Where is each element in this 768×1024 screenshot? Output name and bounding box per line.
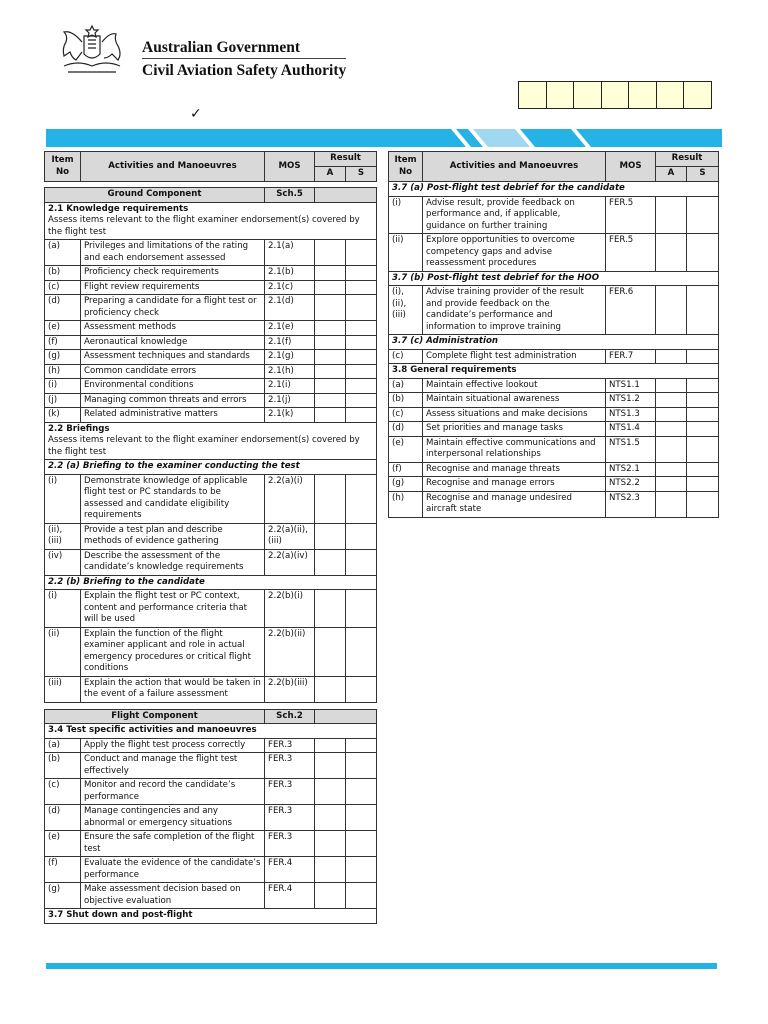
org-line-1: Australian Government bbox=[142, 39, 301, 56]
result-s-cell[interactable] bbox=[346, 350, 377, 365]
result-a-cell[interactable] bbox=[315, 379, 346, 394]
section-heading bbox=[389, 182, 719, 197]
result-s-cell[interactable] bbox=[346, 408, 377, 423]
result-a-cell[interactable] bbox=[315, 335, 346, 350]
table-row bbox=[389, 477, 719, 492]
result-s-cell[interactable] bbox=[687, 349, 719, 364]
result-s-cell[interactable] bbox=[346, 627, 377, 676]
result-a-cell[interactable] bbox=[315, 738, 346, 753]
section-heading bbox=[389, 364, 719, 379]
section-title: 2.1 Knowledge requirements bbox=[48, 203, 189, 214]
item-no-cell: (d) bbox=[45, 295, 81, 321]
code-box[interactable] bbox=[574, 82, 602, 108]
activity-cell: Aeronautical knowledge bbox=[81, 335, 265, 350]
code-box[interactable] bbox=[684, 82, 711, 108]
result-a-cell[interactable] bbox=[656, 462, 687, 477]
result-s-cell[interactable] bbox=[346, 523, 377, 549]
result-s-cell[interactable] bbox=[687, 436, 719, 462]
section-title: 3.8 General requirements bbox=[392, 365, 517, 375]
result-a-cell[interactable] bbox=[656, 378, 687, 393]
mos-cell: 2.1(i) bbox=[265, 379, 315, 394]
result-a-cell[interactable] bbox=[656, 349, 687, 364]
activity-cell: Assessment techniques and standards bbox=[81, 350, 265, 365]
activity-cell: Flight review requirements bbox=[81, 280, 265, 295]
result-a-cell[interactable] bbox=[315, 408, 346, 423]
result-s-cell[interactable] bbox=[346, 280, 377, 295]
mos-cell: FER.4 bbox=[265, 883, 315, 909]
result-a-cell[interactable] bbox=[315, 779, 346, 805]
result-a-cell[interactable] bbox=[315, 280, 346, 295]
item-no-cell: (a) bbox=[389, 378, 423, 393]
table-row bbox=[389, 436, 719, 462]
result-s-cell[interactable] bbox=[346, 883, 377, 909]
result-a-cell[interactable] bbox=[315, 627, 346, 676]
activity-cell: Assessment methods bbox=[81, 321, 265, 336]
left-column bbox=[44, 151, 376, 924]
section-title: 3.7 (c) Administration bbox=[392, 336, 498, 346]
item-no-cell: (h) bbox=[389, 491, 423, 517]
section-heading bbox=[45, 724, 377, 739]
activity-cell: Manage contingencies and any abnormal or emergency situations bbox=[81, 805, 265, 831]
activity-cell: Describe the assessment of the candidate’s knowledge requirements bbox=[81, 549, 265, 575]
mos-cell: 2.2(b)(i) bbox=[265, 590, 315, 628]
result-s-cell[interactable] bbox=[346, 335, 377, 350]
activity-cell: Maintain effective communications and interpersonal relationships bbox=[423, 436, 606, 462]
result-a-header: A bbox=[656, 167, 687, 182]
item-no-cell: (e) bbox=[45, 831, 81, 857]
mos-cell: 2.1(c) bbox=[265, 280, 315, 295]
result-a-cell[interactable] bbox=[315, 831, 346, 857]
reference-code-boxes[interactable] bbox=[518, 81, 712, 109]
mos-cell: 2.1(k) bbox=[265, 408, 315, 423]
mos-cell: FER.3 bbox=[265, 779, 315, 805]
item-no-cell: (iii) bbox=[45, 676, 81, 702]
result-s-cell[interactable] bbox=[346, 676, 377, 702]
result-a-cell[interactable] bbox=[315, 883, 346, 909]
section-heading-row bbox=[45, 909, 377, 924]
item-no-cell: (ii) bbox=[389, 234, 423, 272]
result-s-cell[interactable] bbox=[346, 590, 377, 628]
table-row bbox=[45, 779, 377, 805]
section-title: 2.2 Briefings bbox=[48, 423, 110, 434]
item-no-cell: (c) bbox=[45, 280, 81, 295]
mos-cell: 2.1(e) bbox=[265, 321, 315, 336]
mos-cell: FER.5 bbox=[606, 234, 656, 272]
section-heading-row bbox=[45, 575, 377, 590]
mos-cell: 2.1(b) bbox=[265, 266, 315, 281]
ground-component-table bbox=[44, 187, 377, 703]
mos-cell: 2.2(a)(iv) bbox=[265, 549, 315, 575]
flight-component-mos: Sch.2 bbox=[265, 709, 315, 724]
mos-cell: NTS2.3 bbox=[606, 491, 656, 517]
flight-component-title: Flight Component bbox=[45, 709, 265, 724]
activity-cell: Environmental conditions bbox=[81, 379, 265, 394]
item-no-cell: (b) bbox=[45, 266, 81, 281]
mos-cell: NTS2.1 bbox=[606, 462, 656, 477]
activity-cell: Set priorities and manage tasks bbox=[423, 422, 606, 437]
mos-cell: FER.3 bbox=[265, 805, 315, 831]
section-heading-row bbox=[45, 422, 377, 460]
mos-cell: 2.2(b)(ii) bbox=[265, 627, 315, 676]
table-row bbox=[45, 295, 377, 321]
table-row bbox=[389, 286, 719, 335]
mos-cell: 2.1(j) bbox=[265, 393, 315, 408]
item-no-cell: (c) bbox=[389, 407, 423, 422]
activity-cell: Recognise and manage threats bbox=[423, 462, 606, 477]
activity-cell: Explore opportunities to overcome competency gaps and advise reassessment procedures bbox=[423, 234, 606, 272]
section-heading bbox=[45, 422, 377, 460]
section-heading-row bbox=[45, 460, 377, 475]
mos-cell: 2.1(g) bbox=[265, 350, 315, 365]
result-s-cell[interactable] bbox=[346, 474, 377, 523]
mos-cell: NTS1.3 bbox=[606, 407, 656, 422]
org-line-2: Civil Aviation Safety Authority bbox=[142, 58, 346, 81]
item-no-cell: (f) bbox=[45, 857, 81, 883]
table-row bbox=[45, 408, 377, 423]
item-no-header: Item No bbox=[45, 152, 81, 182]
table-row bbox=[389, 378, 719, 393]
activity-cell: Recognise and manage undesired aircraft state bbox=[423, 491, 606, 517]
result-s-cell[interactable] bbox=[346, 738, 377, 753]
section-title: 2.2 (b) Briefing to the candidate bbox=[48, 576, 205, 587]
item-no-cell: (i) bbox=[45, 590, 81, 628]
mos-header: MOS bbox=[606, 152, 656, 182]
activities-header: Activities and Manoeuvres bbox=[423, 152, 606, 182]
mos-cell: FER.5 bbox=[606, 196, 656, 234]
result-a-cell[interactable] bbox=[315, 321, 346, 336]
item-no-cell: (b) bbox=[389, 393, 423, 408]
item-no-cell: (g) bbox=[45, 883, 81, 909]
ground-body bbox=[45, 188, 377, 703]
table-row bbox=[45, 379, 377, 394]
result-s-cell[interactable] bbox=[346, 805, 377, 831]
activity-cell: Demonstrate knowledge of applicable flight test or PC standards to be assessed and candidate eligibility requirements bbox=[81, 474, 265, 523]
result-a-cell[interactable] bbox=[315, 676, 346, 702]
mos-header: MOS bbox=[265, 152, 315, 182]
section-heading bbox=[389, 335, 719, 350]
activity-cell: Advise training provider of the result and provide feedback on the candidate’s performance and information to improve training bbox=[423, 286, 606, 335]
code-box[interactable] bbox=[547, 82, 575, 108]
result-a-cell[interactable] bbox=[315, 393, 346, 408]
result-a-cell[interactable] bbox=[315, 857, 346, 883]
item-no-cell: (f) bbox=[389, 462, 423, 477]
result-a-cell[interactable] bbox=[656, 491, 687, 517]
activity-cell: Proficiency check requirements bbox=[81, 266, 265, 281]
mos-cell: 2.2(a)(ii), (iii) bbox=[265, 523, 315, 549]
table-row bbox=[389, 422, 719, 437]
result-a-header: A bbox=[315, 167, 346, 182]
right-column bbox=[388, 151, 718, 518]
activity-cell: Explain the function of the flight examiner applicant and role in actual emergency procedures or critical flight conditions bbox=[81, 627, 265, 676]
section-heading-row bbox=[389, 271, 719, 286]
item-no-cell: (g) bbox=[45, 350, 81, 365]
mos-cell: NTS1.4 bbox=[606, 422, 656, 437]
ground-component-title: Ground Component bbox=[45, 188, 265, 203]
result-s-cell[interactable] bbox=[346, 549, 377, 575]
section-title: 2.2 (a) Briefing to the examiner conducting the test bbox=[48, 461, 300, 471]
result-s-cell[interactable] bbox=[346, 779, 377, 805]
activity-cell: Monitor and record the candidate’s performance bbox=[81, 779, 265, 805]
table-row bbox=[45, 590, 377, 628]
activity-cell: Ensure the safe completion of the flight test bbox=[81, 831, 265, 857]
section-heading bbox=[45, 909, 377, 924]
item-no-cell: (i) bbox=[389, 196, 423, 234]
table-row bbox=[45, 627, 377, 676]
code-box[interactable] bbox=[602, 82, 630, 108]
result-s-cell[interactable] bbox=[346, 753, 377, 779]
activity-cell: Common candidate errors bbox=[81, 364, 265, 379]
activity-cell: Complete flight test administration bbox=[423, 349, 606, 364]
mos-cell: 2.2(b)(iii) bbox=[265, 676, 315, 702]
ground-component-mos: Sch.5 bbox=[265, 188, 315, 203]
result-s-cell[interactable] bbox=[346, 266, 377, 281]
blank-cell bbox=[315, 188, 377, 203]
activity-cell: Provide a test plan and describe methods of evidence gathering bbox=[81, 523, 265, 549]
item-no-cell: (i) bbox=[45, 379, 81, 394]
mos-cell: 2.1(h) bbox=[265, 364, 315, 379]
result-a-cell[interactable] bbox=[315, 523, 346, 549]
footer-bar bbox=[46, 963, 717, 969]
result-header: Result bbox=[315, 152, 377, 167]
section-heading bbox=[45, 202, 377, 240]
item-no-cell: (b) bbox=[45, 753, 81, 779]
result-s-cell[interactable] bbox=[346, 379, 377, 394]
item-no-cell: (e) bbox=[45, 321, 81, 336]
mos-cell: FER.3 bbox=[265, 753, 315, 779]
activity-cell: Explain the action that would be taken in the event of a failure assessment bbox=[81, 676, 265, 702]
result-s-cell[interactable] bbox=[687, 234, 719, 272]
item-no-cell: (a) bbox=[45, 240, 81, 266]
item-no-cell: (ii), (iii) bbox=[45, 523, 81, 549]
table-row bbox=[45, 883, 377, 909]
item-no-cell: (ii) bbox=[45, 627, 81, 676]
activity-cell: Recognise and manage errors bbox=[423, 477, 606, 492]
activity-cell: Privileges and limitations of the rating and each endorsement assessed bbox=[81, 240, 265, 266]
result-s-cell[interactable] bbox=[346, 393, 377, 408]
result-a-cell[interactable] bbox=[315, 590, 346, 628]
section-heading-row bbox=[389, 182, 719, 197]
item-no-cell: (c) bbox=[45, 779, 81, 805]
mos-cell: NTS1.5 bbox=[606, 436, 656, 462]
result-s-cell[interactable] bbox=[346, 321, 377, 336]
mos-cell: FER.3 bbox=[265, 831, 315, 857]
table-row bbox=[45, 364, 377, 379]
mos-cell: 2.2(a)(i) bbox=[265, 474, 315, 523]
activity-cell: Maintain effective lookout bbox=[423, 378, 606, 393]
result-s-cell[interactable] bbox=[687, 393, 719, 408]
table-row bbox=[389, 462, 719, 477]
result-a-cell[interactable] bbox=[656, 422, 687, 437]
table-row bbox=[45, 549, 377, 575]
activity-cell: Maintain situational awareness bbox=[423, 393, 606, 408]
result-s-cell[interactable] bbox=[346, 831, 377, 857]
result-s-cell[interactable] bbox=[687, 491, 719, 517]
result-a-cell[interactable] bbox=[656, 393, 687, 408]
result-s-header: S bbox=[687, 167, 719, 182]
result-a-cell[interactable] bbox=[656, 234, 687, 272]
activity-cell: Advise result, provide feedback on performance and, if applicable, guidance on further training bbox=[423, 196, 606, 234]
result-s-cell[interactable] bbox=[346, 364, 377, 379]
activity-cell: Apply the flight test process correctly bbox=[81, 738, 265, 753]
table-row bbox=[389, 407, 719, 422]
section-note: Assess items relevant to the flight examiner endorsement(s) covered by the flight test bbox=[48, 215, 360, 237]
table-row bbox=[389, 491, 719, 517]
result-s-cell[interactable] bbox=[687, 378, 719, 393]
mos-cell: FER.6 bbox=[606, 286, 656, 335]
item-no-cell: (i), (ii), (iii) bbox=[389, 286, 423, 335]
section-heading-row bbox=[45, 724, 377, 739]
result-s-cell[interactable] bbox=[346, 240, 377, 266]
item-no-cell: (f) bbox=[45, 335, 81, 350]
section-heading-row bbox=[389, 364, 719, 379]
table-row bbox=[389, 196, 719, 234]
item-no-cell: (iv) bbox=[45, 549, 81, 575]
flight-component-table bbox=[44, 709, 377, 924]
result-a-cell[interactable] bbox=[315, 266, 346, 281]
table-row bbox=[45, 280, 377, 295]
table-row bbox=[45, 266, 377, 281]
item-no-cell: (c) bbox=[389, 349, 423, 364]
header-banner bbox=[46, 129, 722, 147]
activity-cell: Related administrative matters bbox=[81, 408, 265, 423]
result-a-cell[interactable] bbox=[315, 364, 346, 379]
activity-cell: Make assessment decision based on objective evaluation bbox=[81, 883, 265, 909]
mos-cell: 2.1(a) bbox=[265, 240, 315, 266]
table-row bbox=[45, 857, 377, 883]
result-s-cell[interactable] bbox=[346, 857, 377, 883]
activities-header: Activities and Manoeuvres bbox=[81, 152, 265, 182]
result-a-cell[interactable] bbox=[315, 350, 346, 365]
item-no-cell: (j) bbox=[45, 393, 81, 408]
mos-cell: 2.1(d) bbox=[265, 295, 315, 321]
item-no-cell: (h) bbox=[45, 364, 81, 379]
code-box[interactable] bbox=[519, 82, 547, 108]
result-a-cell[interactable] bbox=[315, 240, 346, 266]
table-row bbox=[45, 676, 377, 702]
result-s-header: S bbox=[346, 167, 377, 182]
table-row bbox=[45, 738, 377, 753]
result-a-cell[interactable] bbox=[315, 753, 346, 779]
activity-cell: Explain the flight test or PC context, content and performance criteria that will be used bbox=[81, 590, 265, 628]
item-no-cell: (d) bbox=[389, 422, 423, 437]
mos-cell: NTS1.1 bbox=[606, 378, 656, 393]
result-a-cell[interactable] bbox=[656, 286, 687, 335]
result-s-cell[interactable] bbox=[687, 462, 719, 477]
result-a-cell[interactable] bbox=[656, 477, 687, 492]
item-no-cell: (i) bbox=[45, 474, 81, 523]
result-s-cell[interactable] bbox=[687, 286, 719, 335]
table-row bbox=[45, 240, 377, 266]
result-header: Result bbox=[656, 152, 719, 167]
checkmark-icon: ✓ bbox=[190, 106, 202, 122]
result-s-cell[interactable] bbox=[687, 422, 719, 437]
right-table bbox=[388, 151, 719, 518]
mos-cell: FER.4 bbox=[265, 857, 315, 883]
mos-cell: NTS1.2 bbox=[606, 393, 656, 408]
table-row bbox=[389, 393, 719, 408]
organisation-name bbox=[142, 38, 346, 81]
result-a-cell[interactable] bbox=[315, 805, 346, 831]
activity-cell: Managing common threats and errors bbox=[81, 393, 265, 408]
result-a-cell[interactable] bbox=[315, 474, 346, 523]
result-a-cell[interactable] bbox=[656, 407, 687, 422]
coat-of-arms-icon bbox=[54, 22, 130, 80]
mos-cell: FER.7 bbox=[606, 349, 656, 364]
result-a-cell[interactable] bbox=[315, 549, 346, 575]
result-s-cell[interactable] bbox=[346, 295, 377, 321]
activity-cell: Evaluate the evidence of the candidate’s performance bbox=[81, 857, 265, 883]
activity-cell: Conduct and manage the flight test effectively bbox=[81, 753, 265, 779]
section-heading bbox=[45, 460, 377, 475]
section-heading bbox=[389, 271, 719, 286]
activity-cell: Preparing a candidate for a flight test or proficiency check bbox=[81, 295, 265, 321]
result-s-cell[interactable] bbox=[687, 196, 719, 234]
result-a-cell[interactable] bbox=[315, 295, 346, 321]
activity-cell: Assess situations and make decisions bbox=[423, 407, 606, 422]
section-note: Assess items relevant to the flight examiner endorsement(s) covered by the flight test bbox=[48, 435, 360, 457]
table-row bbox=[389, 349, 719, 364]
section-heading-row bbox=[389, 335, 719, 350]
item-no-header: Item No bbox=[389, 152, 423, 182]
item-no-cell: (e) bbox=[389, 436, 423, 462]
item-no-cell: (a) bbox=[45, 738, 81, 753]
code-box[interactable] bbox=[629, 82, 657, 108]
result-a-cell[interactable] bbox=[656, 436, 687, 462]
result-a-cell[interactable] bbox=[656, 196, 687, 234]
section-title: 3.7 (b) Post-flight test debrief for the HOO bbox=[392, 272, 600, 283]
section-heading-row bbox=[45, 202, 377, 240]
mos-cell: FER.3 bbox=[265, 738, 315, 753]
table-row bbox=[45, 753, 377, 779]
table-row bbox=[45, 805, 377, 831]
table-row bbox=[45, 393, 377, 408]
mos-cell: NTS2.2 bbox=[606, 477, 656, 492]
table-row bbox=[45, 474, 377, 523]
section-title: 3.7 Shut down and post-flight bbox=[48, 910, 193, 920]
blank-cell bbox=[315, 709, 377, 724]
table-row bbox=[45, 350, 377, 365]
result-s-cell[interactable] bbox=[687, 407, 719, 422]
item-no-cell: (g) bbox=[389, 477, 423, 492]
section-title: 3.4 Test specific activities and manoeuvres bbox=[48, 725, 257, 735]
section-title: 3.7 (a) Post-flight test debrief for the candidate bbox=[392, 183, 625, 193]
item-no-cell: (k) bbox=[45, 408, 81, 423]
table-row bbox=[45, 321, 377, 336]
table-row bbox=[45, 335, 377, 350]
item-no-cell: (d) bbox=[45, 805, 81, 831]
code-box[interactable] bbox=[657, 82, 685, 108]
section-heading bbox=[45, 575, 377, 590]
table-row bbox=[389, 234, 719, 272]
table-row bbox=[45, 523, 377, 549]
mos-cell: 2.1(f) bbox=[265, 335, 315, 350]
table-row bbox=[45, 831, 377, 857]
left-header-table bbox=[44, 151, 377, 182]
result-s-cell[interactable] bbox=[687, 477, 719, 492]
